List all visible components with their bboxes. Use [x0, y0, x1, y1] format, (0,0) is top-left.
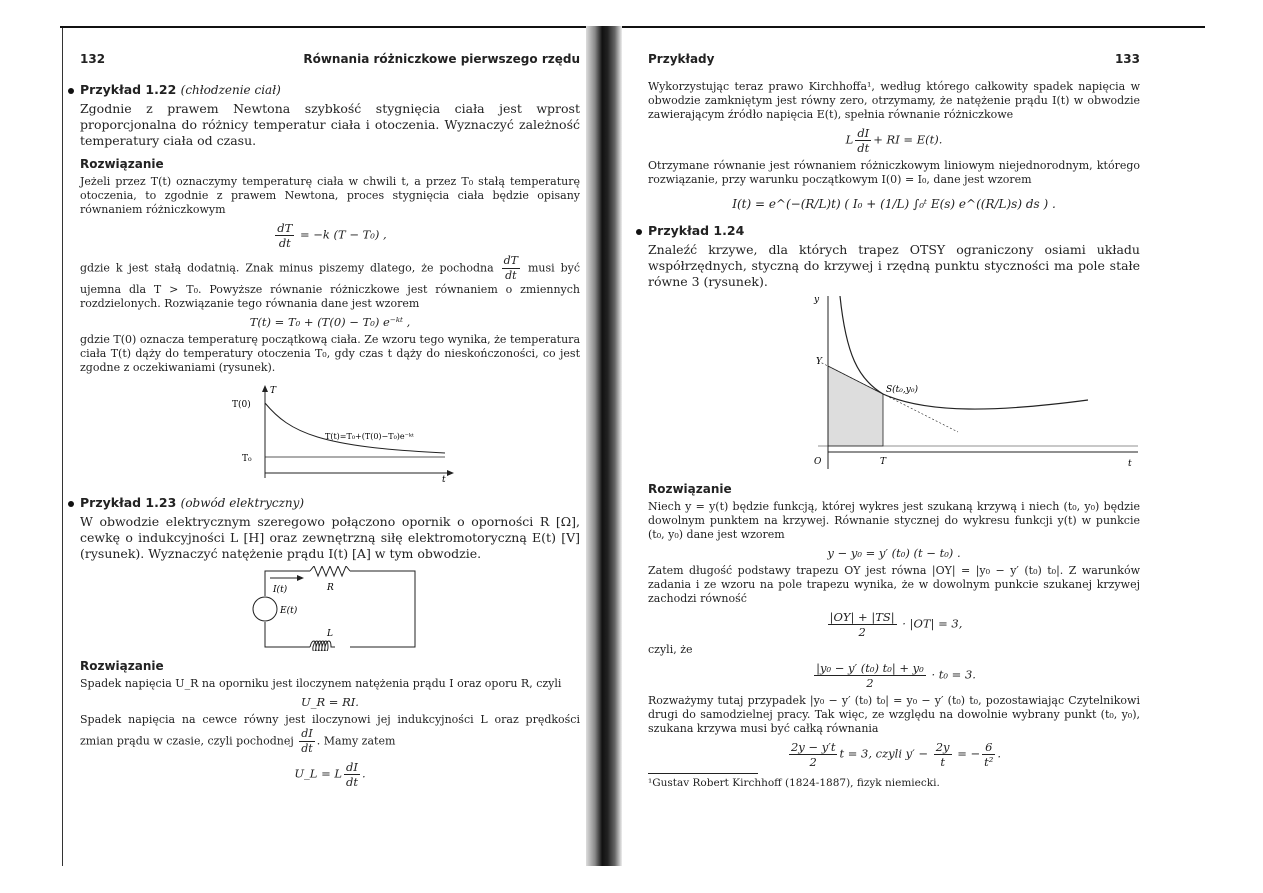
current-label: I(t): [273, 585, 288, 595]
frac-numerator: 2y − y′t: [790, 740, 836, 754]
frac-numerator: |OY| + |TS|: [829, 610, 895, 624]
example-label: Przykład 1.22: [80, 82, 177, 97]
equation-lhs: L: [845, 132, 854, 147]
equation-final: $\frac{2y - y't}{2}$ t = 3, czyli y′ − $\frac{2y}{t}$ = − $\frac{6}{\text{t²}}$ .: [790, 740, 1002, 769]
running-title-right: Przykłady: [648, 52, 715, 66]
example-1-24-text: Znaleźć krzywe, dla których trapez OTSY ograniczony osiami układu współrzędnych, styczną do krzywej i rzędną punktu styczności ma pole stałe równe 3 (rysunek).: [648, 242, 1140, 289]
curve-label: T(t)=T₀+(T(0)−T₀)e⁻ᵏᵗ: [325, 432, 414, 441]
equation-rl: [648, 126, 1140, 155]
left-header: [80, 52, 580, 70]
frac-numerator: dT: [277, 221, 293, 235]
solution-paragraph: Zatem długość podstawy trapezu OY jest równa |OY| = |y₀ − y′ (t₀) t₀|. Z warunków zadania i ze wzoru na pole trapezu wynika, że w dowolnym punkcie szukanej krzywej zachodzi równość: [648, 564, 1140, 605]
axis-T-label: T: [270, 386, 277, 396]
footnote: ¹Gustav Robert Kirchhoff (1824-1887), fizyk niemiecki.: [648, 777, 940, 789]
source-label: E(t): [280, 606, 298, 616]
equation-tangent: y − y₀ = y′ (t₀) (t − t₀) .: [827, 546, 961, 560]
bullet-icon: [636, 229, 642, 235]
frac-numerator: 2y: [935, 740, 950, 754]
T0-label: T₀: [242, 454, 252, 464]
example-subtitle: (obwód elektryczny): [180, 496, 305, 510]
resistor-label: R: [327, 583, 334, 593]
equation-mid: t = 3, czyli y′ −: [839, 746, 932, 761]
example-1-22-text: Zgodnie z prawem Newtona szybkość stygnięcia ciała jest wprost proporcjonalna do różnicy temperatur ciała i otoczenia. Wyznaczyć zależność temperatury ciała od czasu.: [80, 101, 580, 148]
kirchhoff-paragraph: Wykorzystując teraz prawo Kirchhoffa¹, według którego całkowity spadek napięcia w obwodzie zamkniętym jest równy zero, otrzymamy, że natężenie prądu I(t) w obwodzie zawierającym źródło napięcia E(t), spełnia równanie różniczkowe: [648, 80, 1140, 121]
example-1-23-heading: [80, 495, 580, 510]
text-span: Spadek napięcia na cewce równy jest iloczynowi jej indukcyjności L oraz prędkości zmian prądu w czasie, czyli pochodnej: [80, 713, 580, 748]
trapezoid-figure: [798, 294, 1158, 474]
solution-paragraph: [80, 254, 580, 311]
frac-numerator: dI: [344, 760, 360, 775]
point-Y-label: Y: [816, 357, 822, 367]
equation-area-2: [648, 661, 1140, 690]
frac-numerator: |y₀ − y′ (t₀) t₀| + y₀: [816, 661, 924, 675]
example-subtitle: (chłodzenie ciał): [180, 83, 281, 97]
bullet-icon: [68, 88, 74, 94]
frac-denominator: 2: [866, 676, 874, 690]
point-T-label: T: [880, 457, 887, 467]
left-margin-rule: [62, 28, 63, 866]
text-span: musi być ujemna dla T > T₀. Powyższe równanie różniczkowe jest równaniem o zmiennych rozdzielonych. Rozwiązanie tego równania dane jest wzorem: [80, 261, 581, 310]
equation-solution: T(t) = T₀ + (T(0) − T₀) e⁻ᵏᵗ ,: [249, 315, 411, 329]
text-span: . Mamy zatem: [316, 734, 396, 748]
equation-current-solution: I(t) = e^(−(R/L)t) ( I₀ + (1/L) ∫₀ᵗ E(s) e^((R/L)s) ds ) .: [732, 197, 1056, 211]
frac-denominator: dt: [301, 742, 313, 755]
linear-equation-paragraph: Otrzymane równanie jest równaniem różniczkowym liniowym niejednorodnym, którego rozwiązanie, przy warunku początkowym I(0) = I₀, dane jest wzorem: [648, 159, 1140, 186]
example-label: Przykład 1.23: [80, 495, 177, 510]
axis-t-label: t: [442, 475, 446, 483]
text-span: gdzie k jest stałą dodatnią. Znak minus piszemy dlatego, że pochodna: [80, 261, 494, 275]
example-1-22-heading: [80, 82, 580, 97]
coil-label: L: [327, 629, 333, 639]
frac-denominator: 2: [809, 755, 817, 769]
T0-initial-label: T(0): [232, 400, 251, 410]
equation-ur: U_R = RI.: [301, 695, 359, 709]
solution-paragraph: Rozważymy tutaj przypadek |y₀ − y′ (t₀) t₀| = y₀ − y′ (t₀) t₀, pozostawiając Czytelnikowi drugi do samodzielnej pracy. Tak więc, ze względu na dowolnie wybrany punkt (t₀, y₀), szukana krzywa musi być całką równania: [648, 694, 1140, 735]
page-number-right: 133: [1114, 52, 1140, 66]
left-page: [80, 52, 580, 793]
equation-newton: [80, 221, 580, 250]
frac-denominator: dt: [505, 269, 517, 282]
cooling-figure: [230, 383, 460, 483]
solution-paragraph: Niech y = y(t) będzie funkcją, której wykres jest szukaną krzywą i niech (t₀, y₀) będzie dowolnym punktem na krzywej. Równanie stycznej do wykresu funkcji y(t) w punkcie (t₀, y₀) dane jest wzorem: [648, 500, 1140, 541]
bullet-icon: [68, 501, 74, 507]
point-S-label: S(t₀,y₀): [886, 385, 918, 395]
example-1-23-text: W obwodzie elektrycznym szeregowo połączono opornik o oporności R [Ω], cewkę o indukcyjności L [H] oraz zewnętrzną siłę elektromotoryczną E(t) [V] (rysunek). Wyznaczyć natężenie prądu I(t) [A] w tym obwodzie.: [80, 514, 580, 561]
frac-denominator: 2: [858, 625, 866, 639]
equation-rhs: · t₀ = 3.: [931, 667, 976, 682]
frac-numerator: dI: [299, 727, 314, 742]
solution-heading: Rozwiązanie: [80, 659, 164, 673]
book-spine-shadow: [586, 26, 622, 866]
solution-heading: Rozwiązanie: [648, 482, 732, 496]
axis-y-label: y: [814, 295, 820, 305]
solution-paragraph: Jeżeli przez T(t) oznaczymy temperaturę ciała w chwili t, a przez T₀ stałą temperaturę otoczenia, to zgodnie z prawem Newtona, proces stygnięcia ciała będzie opisany równaniem różniczkowym: [80, 175, 580, 216]
equation-ul: U_L = L $\frac{dI}{dt}$ .: [294, 760, 366, 789]
origin-label: O: [814, 457, 822, 467]
solution-paragraph: gdzie T(0) oznacza temperaturę początkową ciała. Ze wzoru tego wynika, że temperatura ciała T(t) dąży do temperatury otoczenia T₀, gdy czas t dąży do nieskończoności, co jest zgodne z oczekiwaniami (rysunek).: [80, 333, 580, 374]
equation-rhs: · |OT| = 3,: [902, 616, 963, 631]
example-1-24-heading: [648, 223, 1140, 238]
frac-denominator: dt: [278, 236, 291, 250]
frac-denominator: dt: [857, 141, 870, 155]
equation-rhs: = −k (T − T₀) ,: [299, 227, 387, 242]
page-number-left: 132: [80, 52, 106, 66]
axis-t-label: t: [1128, 459, 1132, 469]
frac-denominator: t: [940, 755, 945, 769]
frac-denominator: t²: [984, 755, 994, 769]
solution-paragraph: Spadek napięcia U_R na oporniku jest iloczynem natężenia prądu I oraz oporu R, czyli: [80, 677, 562, 690]
equation-rhs: + RI = E(t).: [873, 132, 943, 147]
solution-paragraph: [80, 713, 580, 756]
czyli-text: czyli, że: [648, 643, 693, 656]
top-rule: [60, 26, 1205, 28]
right-header: [648, 52, 1140, 70]
right-page: [648, 52, 1140, 794]
running-title-left: Równania różniczkowe pierwszego rzędu: [303, 52, 580, 66]
frac-denominator: dt: [346, 775, 358, 789]
solution-heading: Rozwiązanie: [80, 157, 164, 171]
frac-numerator: dI: [855, 126, 871, 141]
equation-mid: = −: [953, 746, 981, 761]
frac-numerator: 6: [982, 740, 995, 755]
frac-numerator: dT: [503, 254, 519, 267]
equation-lhs: U_L = L: [294, 766, 343, 781]
equation-area-1: [648, 610, 1140, 639]
circuit-figure: [250, 566, 430, 651]
example-label: Przykład 1.24: [648, 223, 745, 238]
footnote-rule: [648, 773, 758, 774]
